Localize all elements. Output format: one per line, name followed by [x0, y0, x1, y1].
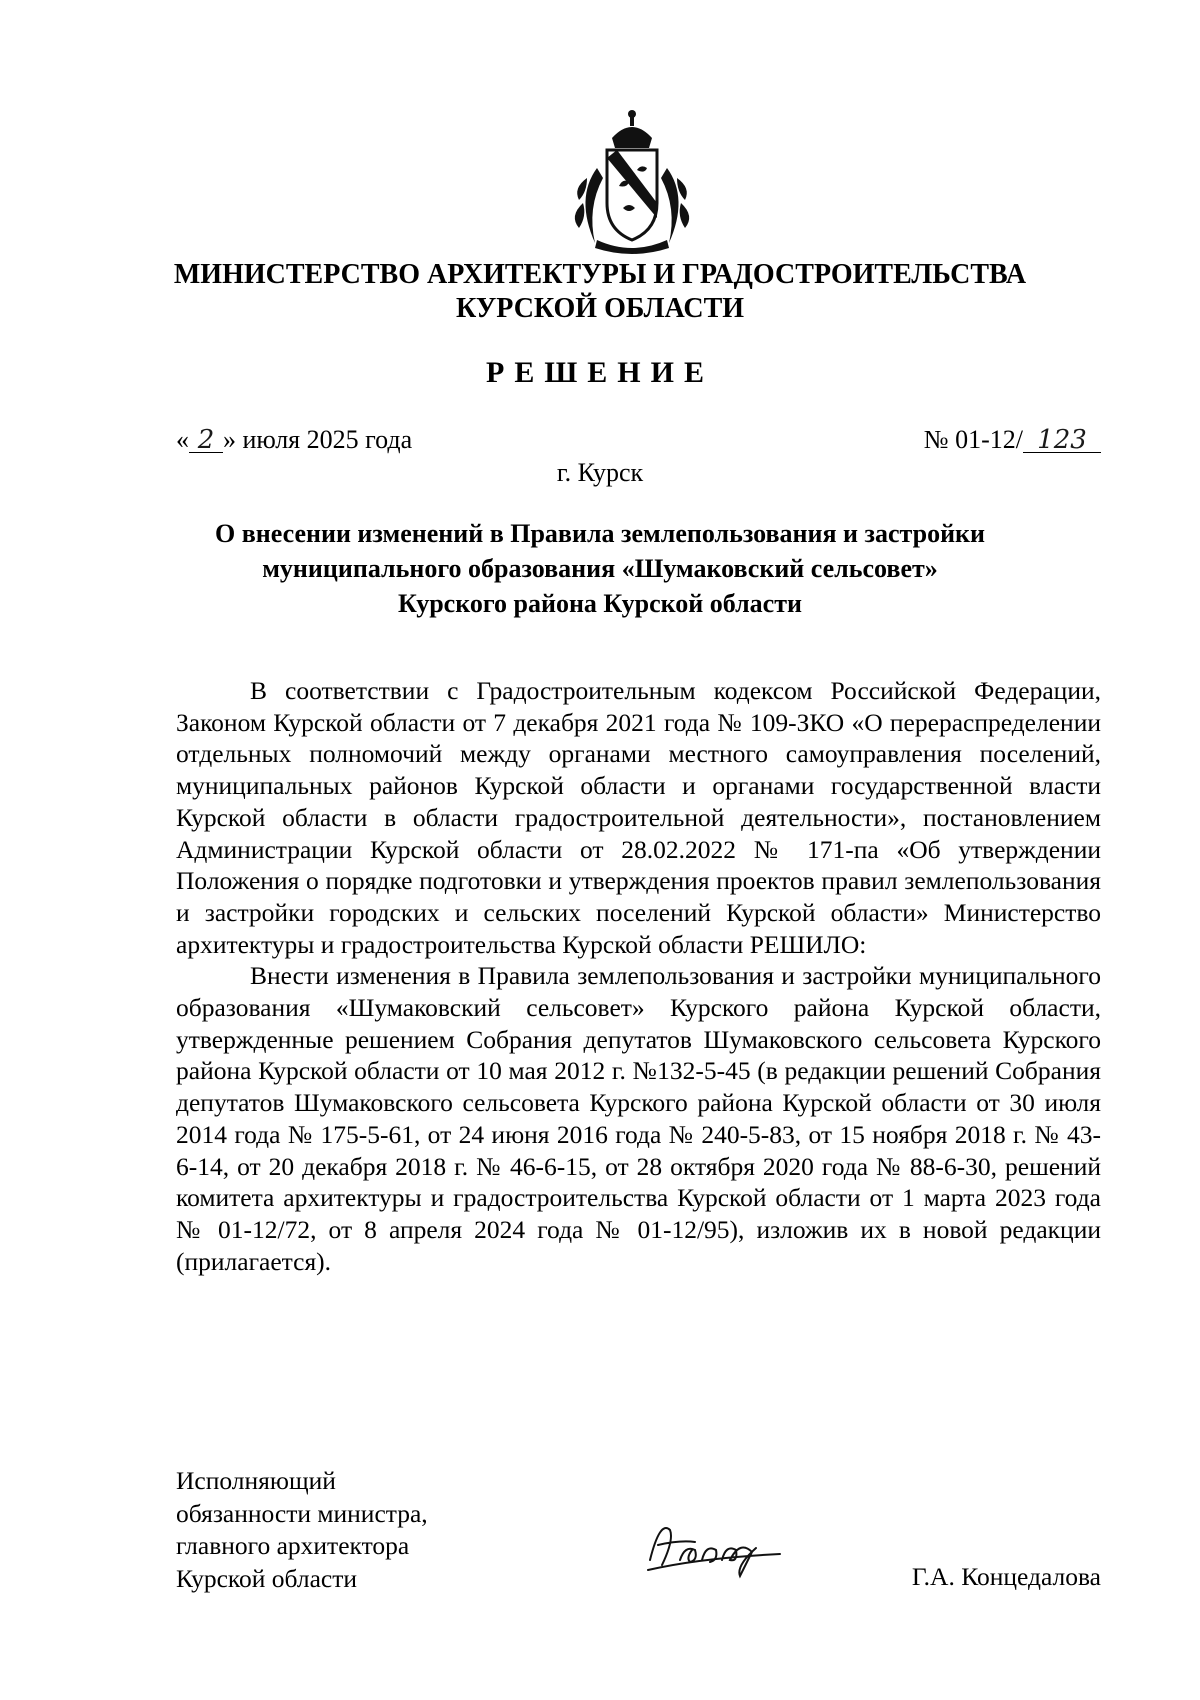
body-paragraph-decision: Внести изменения в Правила землепользования и застройки муниципального образования «Шумаковский сельсовет» Курского района Курской области, утвержденные решением Собрания депутатов Шумаковского сельсовета Курского района Курской области от 10 мая 2012 г. №132-5-45 (в редакции решений Собрания депутатов Шумаковского сельсовета Курского района Курской области от 30 июля 2014 года № 175-5-61, от 24 июня 2016 года № 240-5-83, от 15 ноября 2018 г. № 43-6-14, от 20 декабря 2018 г. № 46-6-15, от 28 октября 2020 года № 88-6-30, решений комитета архитектуры и градостроительства Курской области от 1 марта 2023 года № 01-12/72, от 8 апреля 2024 года № 01-12/95), изложив их в новой редакции (прилагается). [176, 961, 1101, 1276]
document-type-title: РЕШЕНИЕ [486, 356, 714, 389]
signer-position-line4: Курской области [176, 1563, 358, 1593]
signer-name: Г.А. Концедалова [911, 1562, 1101, 1591]
subject-line1: О внесении изменений в Правила землепользования и застройки [214, 519, 986, 548]
subject-line3: Курского района Курской области [398, 589, 802, 618]
document-city: г. Курск [556, 458, 644, 487]
document-number [924, 425, 1101, 455]
coat-of-arms-icon [557, 108, 707, 258]
signer-position-line3: главного архитектора [176, 1531, 410, 1560]
ministry-name-line2: КУРСКОЙ ОБЛАСТИ [455, 293, 745, 324]
ministry-name-line1: МИНИСТЕРСТВО АРХИТЕКТУРЫ И ГРАДОСТРОИТЕЛЬСТВА [173, 259, 1027, 290]
document-number-handwritten: 123 [1023, 428, 1101, 453]
date-rest: » июля 2025 года [223, 425, 413, 454]
signer-position [176, 1465, 428, 1595]
ministry-name [0, 258, 1200, 326]
signer-position-line2: обязанности министра, [176, 1498, 428, 1528]
document-date [176, 425, 412, 455]
document-body [176, 675, 1101, 1277]
date-day-handwritten: 2 [189, 428, 223, 453]
handwritten-signature-icon [640, 1510, 800, 1580]
date-open-quote: « [176, 425, 189, 454]
signer-position-line1: Исполняющий [176, 1466, 336, 1495]
subject-line2: муниципального образования «Шумаковский сельсовет» [262, 554, 938, 583]
body-paragraph-preamble: В соответствии с Градостроительным кодексом Российской Федерации, Законом Курской области от 7 декабря 2021 года № 109-ЗКО «О перераспределении отдельных полномочий между органами местного самоуправления поселений, муниципальных районов Курской области и органами государственной власти Курской области в области градостроительной деятельности», постановлением Администрации Курской области от 28.02.2022 № 171-па «Об утверждении Положения о порядке подготовки и утверждения проектов правил землепользования и застройки городских и сельских поселений Курской области» Министерство архитектуры и градостроительства Курской области РЕШИЛО: [176, 676, 1101, 959]
document-number-prefix: № 01-12/ [923, 425, 1023, 454]
document-subject [0, 516, 1200, 621]
